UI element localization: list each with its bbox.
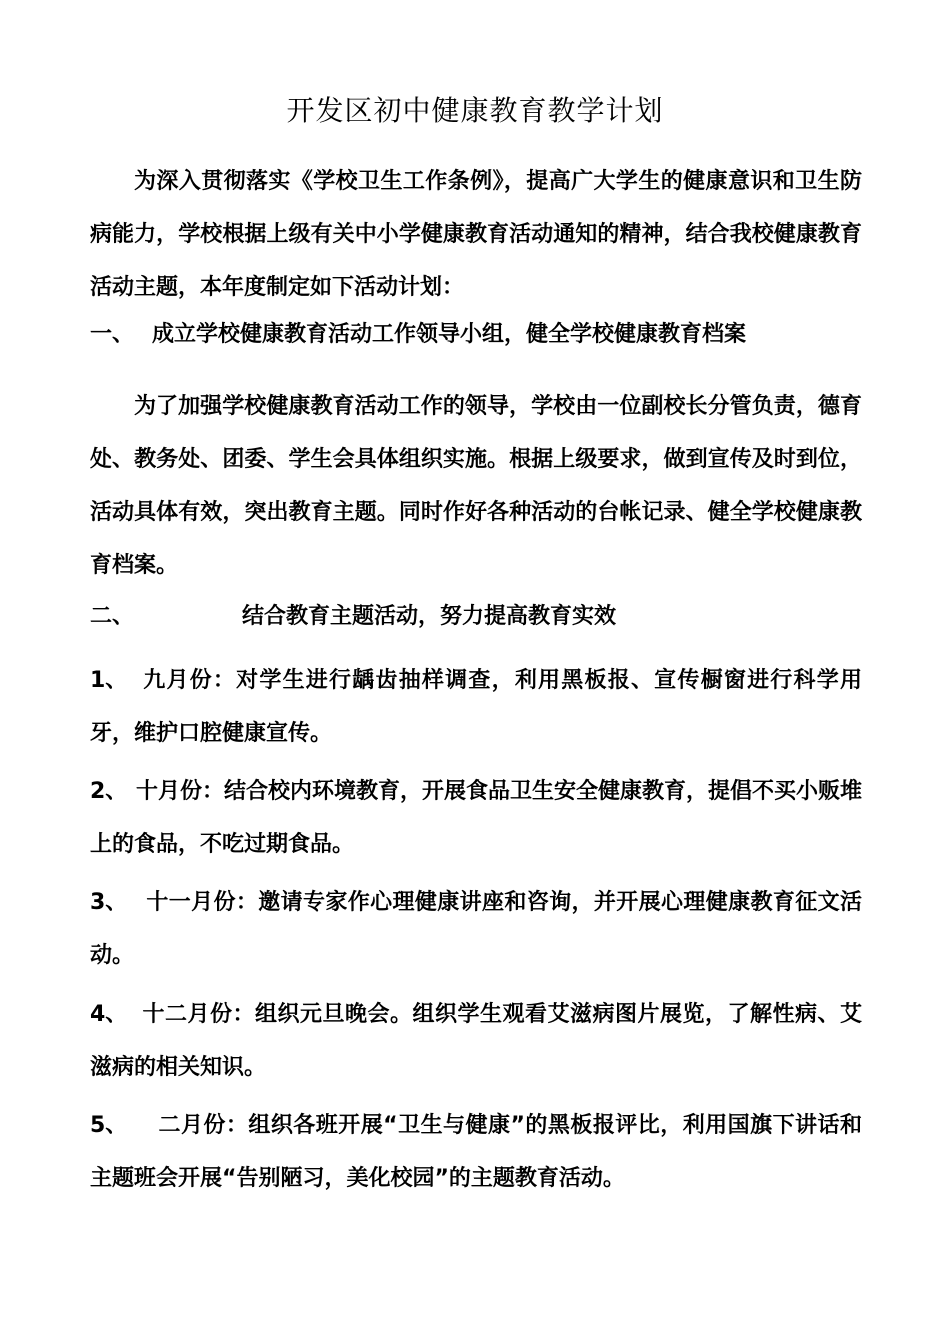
section-2-title: 结合教育主题活动，努力提高教育实效 [242,604,617,629]
list-item-number: 4、 [90,1002,128,1027]
list-item [90,654,862,760]
list-item-number: 2、 [90,779,128,804]
list-item-text: 九月份：对学生进行龋齿抽样调查，利用黑板报、宣传橱窗进行科学用牙，维护口腔健康宣传。 [90,668,862,746]
section-1-heading [90,308,862,361]
list-item [90,876,862,982]
list-item-text: 十二月份：组织元旦晚会。组织学生观看艾滋病图片展览，了解性病、艾滋病的相关知识。 [90,1002,862,1080]
section-1-title: 成立学校健康教育活动工作领导小组，健全学校健康教育档案 [152,322,747,347]
list-item [90,765,862,871]
intro-paragraph: 为深入贯彻落实《学校卫生工作条例》，提高广大学生的健康意识和卫生防病能力，学校根据上级有关中小学健康教育活动通知的精神，结合我校健康教育活动主题，本年度制定如下活动计划： [90,169,862,300]
page-title: 开发区初中健康教育教学计划 [286,93,664,127]
list-item-text: 十一月份：邀请专家作心理健康讲座和咨询，并开展心理健康教育征文活动。 [90,890,862,968]
list-item-text: 十月份：结合校内环境教育，开展食品卫生安全健康教育，提倡不买小贩堆上的食品，不吃过期食品。 [90,779,863,857]
list-item-text: 二月份：组织各班开展“卫生与健康”的黑板报评比，利用国旗下讲话和主题班会开展“告别陋习，美化校园”的主题教育活动。 [90,1113,862,1191]
section-1-number: 一、 [90,322,135,347]
section-2-heading [90,590,862,643]
section-1-body: 为了加强学校健康教育活动工作的领导，学校由一位副校长分管负责，德育处、教务处、团委、学生会具体组织实施。根据上级要求，做到宣传及时到位，活动具体有效，突出教育主题。同时作好各种活动的台帐记录、健全学校健康教育档案。 [90,394,862,578]
list-item-number: 5、 [90,1113,128,1138]
section-2-number: 二、 [90,604,135,629]
list-item [90,1099,862,1205]
list-item-number: 1、 [90,668,128,693]
list-item-number: 3、 [90,890,128,915]
list-item [90,988,862,1094]
